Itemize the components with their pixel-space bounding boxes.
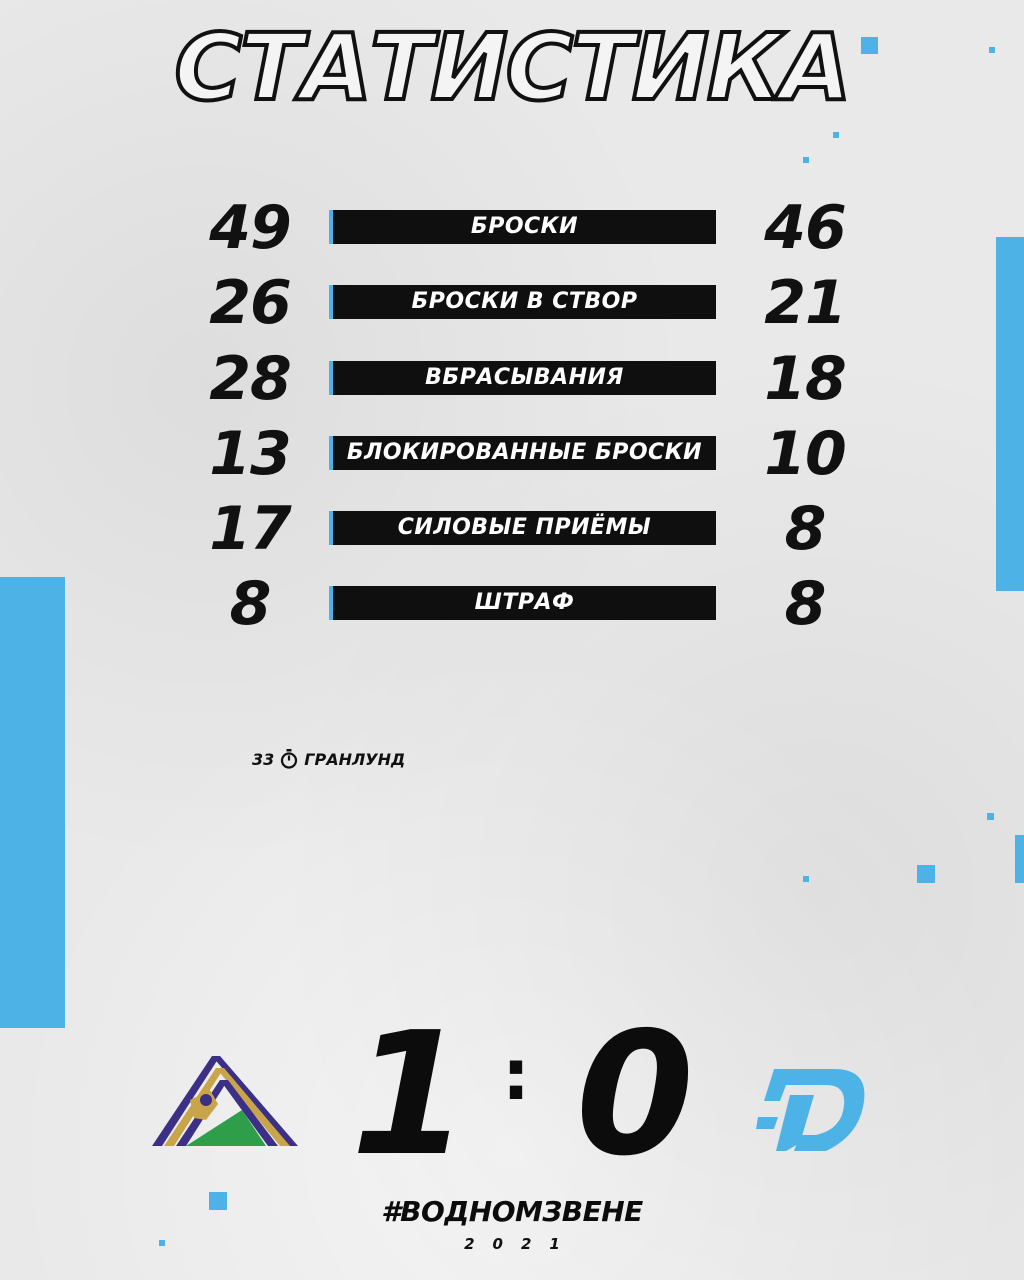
salavat-yulaev-logo-icon bbox=[150, 1050, 300, 1148]
decor-square bbox=[917, 865, 935, 883]
home-stat-value: 13 bbox=[209, 419, 291, 489]
home-stat-value: 17 bbox=[209, 494, 291, 564]
stopwatch-icon bbox=[280, 749, 298, 769]
home-stat-value: 28 bbox=[209, 344, 291, 414]
dynamo-d-logo-icon bbox=[756, 1065, 876, 1155]
stat-label: БРОСКИ bbox=[329, 210, 716, 244]
decor-square bbox=[803, 157, 809, 163]
decor-square bbox=[987, 813, 994, 820]
home-stat-value: 49 bbox=[209, 193, 291, 263]
score-separator: : bbox=[502, 1034, 530, 1116]
stat-row bbox=[0, 268, 1024, 338]
stat-row bbox=[0, 193, 1024, 263]
away-score: 0 bbox=[575, 996, 695, 1194]
away-stat-value: 46 bbox=[764, 193, 846, 263]
stat-row bbox=[0, 344, 1024, 414]
decor-bar-right bbox=[1015, 835, 1024, 883]
stat-row bbox=[0, 569, 1024, 639]
stat-row bbox=[0, 419, 1024, 489]
home-stat-value: 8 bbox=[229, 569, 271, 639]
decor-square bbox=[833, 132, 839, 138]
season-year: 2021 bbox=[464, 1235, 578, 1253]
decor-square bbox=[803, 876, 809, 882]
hashtag: #ВОДНОМЗВЕНЕ bbox=[381, 1195, 643, 1228]
stat-label: БРОСКИ В СТВОР bbox=[329, 285, 716, 319]
stat-row bbox=[0, 494, 1024, 564]
stat-label: СИЛОВЫЕ ПРИЁМЫ bbox=[329, 511, 716, 545]
goal-player: ГРАНЛУНД bbox=[304, 749, 406, 769]
page-title: СТАТИСТИКА bbox=[174, 14, 850, 121]
home-score: 1 bbox=[350, 996, 470, 1194]
away-stat-value: 21 bbox=[764, 268, 846, 338]
away-stat-value: 8 bbox=[784, 494, 826, 564]
stat-label: ВБРАСЫВАНИЯ bbox=[329, 361, 716, 395]
goal-scorer bbox=[252, 745, 405, 773]
goal-minute: 33 bbox=[252, 749, 275, 769]
away-stat-value: 8 bbox=[784, 569, 826, 639]
home-stat-value: 26 bbox=[209, 268, 291, 338]
away-stat-value: 10 bbox=[764, 419, 846, 489]
stat-label: БЛОКИРОВАННЫЕ БРОСКИ bbox=[329, 436, 716, 470]
away-stat-value: 18 bbox=[764, 344, 846, 414]
decor-bar-left bbox=[0, 577, 65, 1028]
stat-label: ШТРАФ bbox=[329, 586, 716, 620]
